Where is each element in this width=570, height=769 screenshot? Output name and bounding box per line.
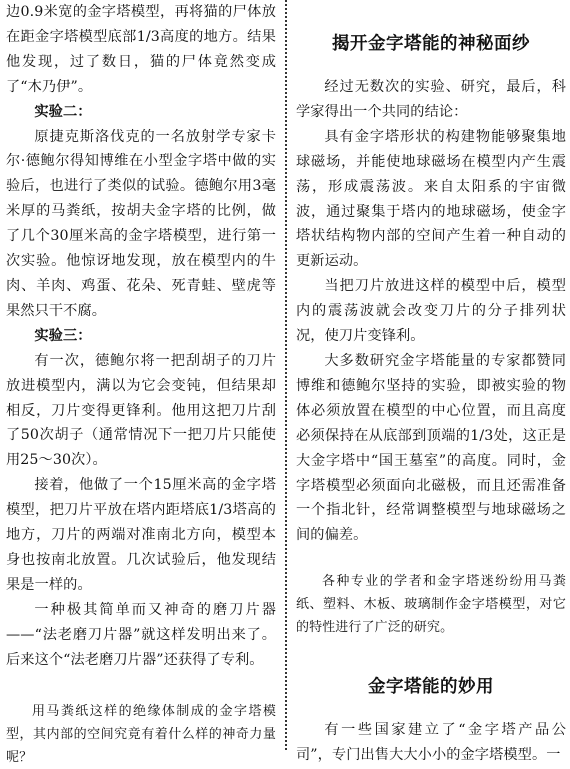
section-label-experiment-2: 实验二： [34, 103, 92, 120]
caption-note [6, 700, 276, 769]
paragraph: 有一些国家建立了“金字塔产品公司”，专门出售大大小小的金字塔模型。一 [296, 722, 566, 764]
paragraph: 经过无数次的实验、研究，最后，科学家得出一个共同的结论： [296, 79, 566, 120]
right-column [296, 0, 566, 764]
column-divider [285, 0, 287, 750]
caption-text: 各种专业的学者和金字塔迷纷纷用马粪纸、塑料、木板、玻璃制作金字塔模型，对它的特性进行了广泛的研究。 [296, 574, 566, 636]
paragraph: 大多数研究金字塔能量的专家都赞同博维和德鲍尔坚持的实验，即被实验的物体必须放置在模型的中心位置，而且高度必须保持在从底部到顶端的1/3处，这正是大金字塔中“国王墓室”的高度。同时，金字塔模型必须面向北磁极，而且还需准备一个指北针，经常调整模型与地球磁场之间的偏差。 [296, 352, 566, 544]
section-heading: 揭开金字塔能的神秘面纱 [332, 34, 530, 54]
left-column [6, 0, 276, 766]
section-heading: 金字塔能的妙用 [368, 677, 494, 698]
section-label-experiment-3: 实验三： [34, 327, 92, 344]
paragraph: 有一次，德鲍尔将一把刮胡子的刀片放进模型内，满以为它会变钝，但结果却相反，刀片变得更锋利。他用这把刀片刮了50次胡子（通常情况下一把刀片只能使用25～30次）。 [6, 352, 276, 469]
caption-text: 用马粪纸这样的绝缘体制成的金字塔模型，其内部的空间究竟有着什么样的神奇力量呢？ [6, 704, 276, 766]
paragraph: 具有金字塔形状的构建物能够聚集地球磁场，并能使地球磁场在模型内产生震荡，形成震荡波。来自太阳系的宇宙微波，通过聚集于塔内的地球磁场，使金字塔状结构物内部的空间产生着一种自动的更新运动。 [296, 128, 566, 270]
caption-note [296, 570, 566, 639]
paragraph: 边0.9米宽的金字塔模型，再将猫的尸体放在距金字塔模型底部1/3高度的地方。结果他发现，过了数日，猫的尸体竟然变成了“木乃伊”。 [6, 4, 276, 95]
paragraph: 一种极其简单而又神奇的磨刀片器——“法老磨刀片器”就这样发明出来了。后来这个“法老磨刀片器”还获得了专利。 [6, 601, 276, 668]
paragraph: 当把刀片放进这样的模型中后，模型内的震荡波就会改变刀片的分子排列状况，使刀片变锋利。 [296, 278, 566, 345]
paragraph: 原捷克斯洛伐克的一名放射学专家卡尔·德鲍尔得知博维在小型金字塔中做的实验后，也进行了类似的试验。德鲍尔用3毫米厚的马粪纸，按胡夫金字塔的比例，做了几个30厘米高的金字塔模型，进行第一次实验。他惊讶地发现，放在模型内的牛肉、羊肉、鸡蛋、花朵、死青蛙、壁虎等果然只干不腐。 [6, 128, 276, 319]
paragraph: 接着，他做了一个15厘米高的金字塔模型，把刀片平放在塔内距塔底1/3塔高的地方，刀片的两端对准南北方向，模型本身也按南北放置。几次试验后，他发现结果是一样的。 [6, 477, 276, 593]
